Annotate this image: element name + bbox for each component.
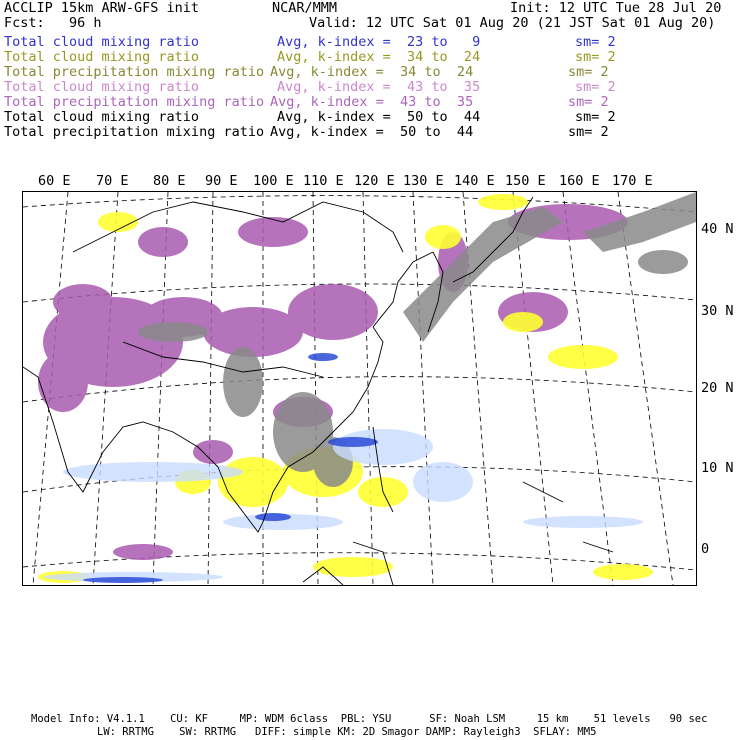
lon-label: 90 E [205, 173, 238, 189]
init-time: Init: 12 UTC Tue 28 Jul 20 [510, 0, 722, 16]
lon-label: 100 E [253, 173, 294, 189]
legend-sm: sm= 2 [575, 49, 616, 65]
lon-label: 70 E [96, 173, 129, 189]
legend-field: Total cloud mixing ratio [4, 49, 200, 65]
model-info-line2: LW: RRTMG SW: RRTMG DIFF: simple KM: 2D Smagor DAMP: Rayleigh3 SFLAY: MM5 [97, 726, 597, 738]
legend-sm: sm= 2 [575, 109, 616, 125]
map-panel [22, 191, 697, 586]
legend-avg: Avg, k-index = 43 to 35 [270, 94, 474, 110]
legend-sm: sm= 2 [575, 79, 616, 95]
legend-field: Total cloud mixing ratio [4, 34, 200, 50]
lon-label: 110 E [303, 173, 344, 189]
lon-label: 130 E [403, 173, 444, 189]
legend-avg: Avg, k-index = 23 to 9 [277, 34, 481, 50]
legend-field: Total precipitation mixing ratio [4, 94, 265, 110]
forecast-hour: Fcst: 96 h [4, 15, 102, 31]
model-info-line1: Model Info: V4.1.1 CU: KF MP: WDM 6class PBL: YSU SF: Noah LSM 15 km 51 levels 90 sec [31, 713, 708, 725]
legend-field: Total cloud mixing ratio [4, 109, 200, 125]
legend-avg: Avg, k-index = 50 to 44 [270, 124, 474, 140]
lon-label: 60 E [38, 173, 71, 189]
lon-label: 140 E [454, 173, 495, 189]
legend-field: Total precipitation mixing ratio [4, 64, 265, 80]
lon-label: 160 E [559, 173, 600, 189]
legend-field: Total precipitation mixing ratio [4, 124, 265, 140]
lat-label: 20 N [701, 380, 734, 396]
lon-label: 120 E [354, 173, 395, 189]
legend-avg: Avg, k-index = 34 to 24 [270, 64, 474, 80]
organization: NCAR/MMM [272, 0, 338, 16]
valid-time: Valid: 12 UTC Sat 01 Aug 20 (21 JST Sat 01 Aug 20) [309, 15, 716, 31]
legend-sm: sm= 2 [568, 94, 609, 110]
lon-label: 150 E [505, 173, 546, 189]
lat-label: 0 [701, 541, 710, 557]
lat-label: 30 N [701, 303, 734, 319]
lon-label: 80 E [153, 173, 186, 189]
legend-field: Total cloud mixing ratio [4, 79, 200, 95]
legend-avg: Avg, k-index = 43 to 35 [277, 79, 481, 95]
forecast-map [23, 192, 696, 585]
legend-sm: sm= 2 [568, 64, 609, 80]
lon-label: 170 E [612, 173, 653, 189]
legend-sm: sm= 2 [568, 124, 609, 140]
lat-label: 40 N [701, 221, 734, 237]
purple-cloud-field [38, 204, 628, 560]
model-title: ACCLIP 15km ARW-GFS init [4, 0, 200, 16]
legend-sm: sm= 2 [575, 34, 616, 50]
legend-avg: Avg, k-index = 50 to 44 [277, 109, 481, 125]
legend-avg: Avg, k-index = 34 to 24 [277, 49, 481, 65]
lat-label: 10 N [701, 460, 734, 476]
